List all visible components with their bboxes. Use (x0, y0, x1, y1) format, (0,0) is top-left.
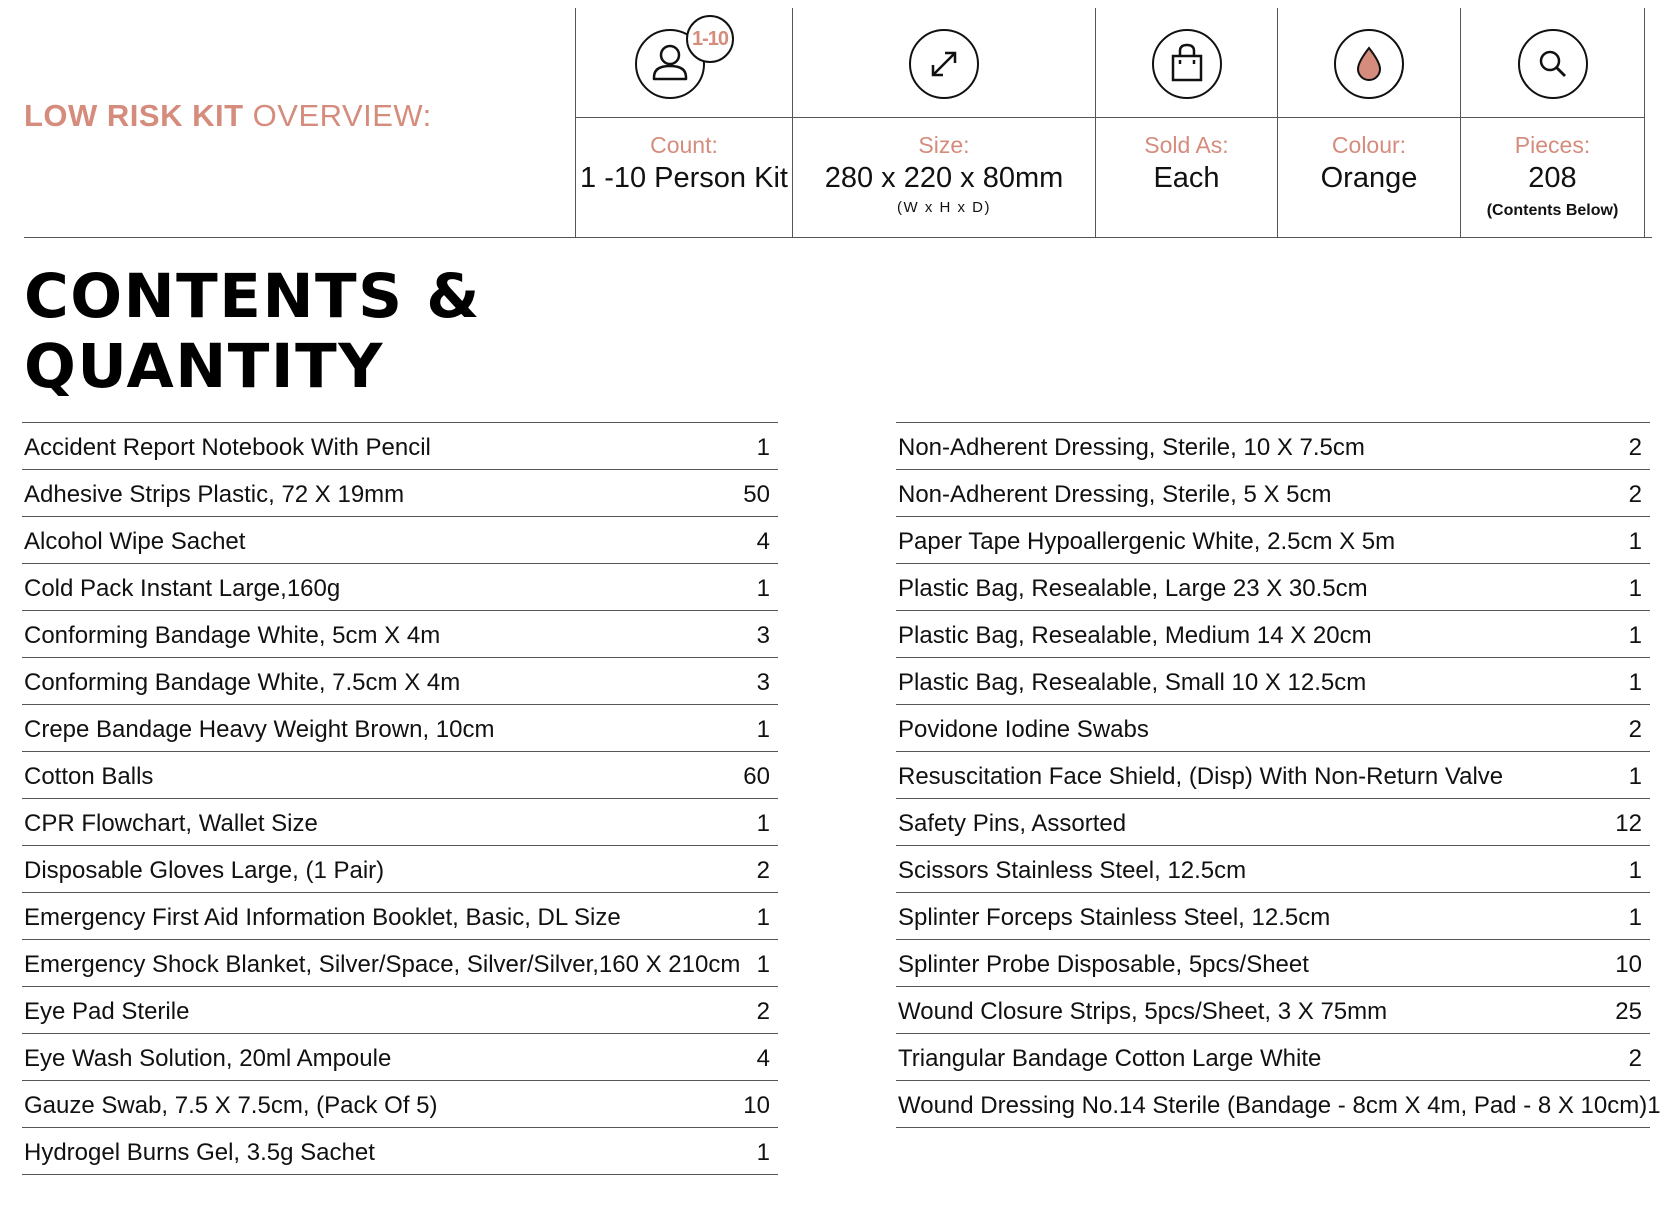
item-quantity: 1 (756, 809, 770, 837)
item-quantity: 3 (756, 668, 770, 696)
item-quantity: 1 (1628, 527, 1642, 555)
overview-title-rest: OVERVIEW: (243, 98, 432, 133)
list-item (896, 987, 1650, 1034)
overview-title (24, 98, 432, 134)
item-name: Conforming Bandage White, 5cm X 4m (24, 621, 441, 649)
spec-note: (Contents Below) (1486, 202, 1619, 219)
list-item (896, 1081, 1661, 1128)
list-item (22, 752, 778, 799)
list-item (22, 893, 778, 940)
item-quantity: 1 (1628, 856, 1642, 884)
spec-value: 280 x 220 x 80mm (824, 162, 1064, 194)
spec-label: Size: (918, 132, 970, 158)
item-name: Wound Dressing No.14 Sterile (Bandage - 8cm X 4m, Pad - 8 X 10cm) (898, 1091, 1648, 1119)
list-item (22, 846, 778, 893)
item-quantity: 1 (1647, 1091, 1661, 1119)
item-name: Disposable Gloves Large, (1 Pair) (24, 856, 385, 884)
list-item (896, 517, 1650, 564)
spec-size (792, 8, 1095, 237)
spec-note: (W x H x D) (897, 199, 991, 216)
list-item (22, 611, 778, 658)
item-name: Cold Pack Instant Large,160g (24, 574, 341, 602)
list-item (22, 658, 778, 705)
item-quantity: 1 (756, 1138, 770, 1166)
drop-icon (1334, 29, 1404, 99)
list-item (22, 705, 778, 752)
spec-label: Count: (650, 132, 718, 158)
item-name: Emergency First Aid Information Booklet, Basic, DL Size (24, 903, 621, 931)
item-name: Non-Adherent Dressing, Sterile, 5 X 5cm (898, 480, 1332, 508)
list-item (896, 470, 1650, 517)
item-name: Plastic Bag, Resealable, Large 23 X 30.5cm (898, 574, 1368, 602)
item-name: Paper Tape Hypoallergenic White, 2.5cm X 5m (898, 527, 1396, 555)
item-quantity: 4 (756, 1044, 770, 1072)
list-item (22, 987, 778, 1034)
list-item (896, 705, 1650, 752)
item-quantity: 2 (1628, 433, 1642, 461)
spec-label: Pieces: (1514, 132, 1591, 158)
list-item (896, 423, 1650, 470)
list-item (896, 611, 1650, 658)
item-name: Hydrogel Burns Gel, 3.5g Sachet (24, 1138, 375, 1166)
item-name: Triangular Bandage Cotton Large White (898, 1044, 1322, 1072)
list-item (896, 893, 1650, 940)
item-quantity: 1 (756, 903, 770, 931)
item-name: Wound Closure Strips, 5pcs/Sheet, 3 X 75mm (898, 997, 1388, 1025)
list-item (22, 564, 778, 611)
contents-heading-line2: QUANTITY (24, 331, 384, 402)
contents-list-left (22, 422, 778, 1175)
list-item (896, 1034, 1650, 1081)
item-name: Povidone Iodine Swabs (898, 715, 1149, 743)
item-name: Safety Pins, Assorted (898, 809, 1127, 837)
item-quantity: 1 (756, 574, 770, 602)
item-quantity: 1 (1628, 762, 1642, 790)
item-name: Gauze Swab, 7.5 X 7.5cm, (Pack Of 5) (24, 1091, 438, 1119)
item-quantity: 10 (743, 1091, 770, 1119)
list-item (22, 1034, 778, 1081)
item-quantity: 2 (1628, 480, 1642, 508)
item-name: Plastic Bag, Resealable, Small 10 X 12.5cm (898, 668, 1367, 696)
item-name: Crepe Bandage Heavy Weight Brown, 10cm (24, 715, 495, 743)
item-quantity: 2 (756, 856, 770, 884)
item-quantity: 2 (756, 997, 770, 1025)
item-quantity: 1 (1628, 668, 1642, 696)
list-item (22, 940, 778, 987)
item-quantity: 25 (1615, 997, 1642, 1025)
list-item (22, 1128, 778, 1175)
item-name: CPR Flowchart, Wallet Size (24, 809, 318, 837)
list-item (896, 846, 1650, 893)
item-quantity: 1 (756, 950, 770, 978)
item-name: Cotton Balls (24, 762, 154, 790)
item-quantity: 4 (756, 527, 770, 555)
item-name: Eye Pad Sterile (24, 997, 190, 1025)
overview-title-strong: LOW RISK KIT (24, 98, 244, 133)
list-item (22, 423, 778, 470)
contents-list-right (896, 422, 1661, 1128)
drop-shape (1358, 48, 1380, 80)
spec-value: Orange (1320, 162, 1418, 194)
item-quantity: 50 (743, 480, 770, 508)
resize-arrow-icon (909, 29, 979, 99)
list-item (896, 799, 1650, 846)
item-name: Resuscitation Face Shield, (Disp) With Non-Return Valve (898, 762, 1504, 790)
item-quantity: 2 (1628, 1044, 1642, 1072)
item-quantity: 3 (756, 621, 770, 649)
item-name: Alcohol Wipe Sachet (24, 527, 246, 555)
spec-pieces (1460, 8, 1645, 237)
item-quantity: 1 (756, 715, 770, 743)
item-quantity: 10 (1615, 950, 1642, 978)
spec-label: Colour: (1331, 132, 1407, 158)
item-quantity: 1 (1628, 621, 1642, 649)
contents-heading (24, 262, 481, 402)
spec-colour (1277, 8, 1460, 237)
spec-value: 208 (1528, 162, 1577, 194)
spec-count (575, 8, 792, 237)
list-item (896, 564, 1650, 611)
spec-value: Each (1153, 162, 1220, 194)
item-quantity: 60 (743, 762, 770, 790)
item-quantity: 1 (1628, 903, 1642, 931)
search-icon (1518, 29, 1588, 99)
item-name: Splinter Probe Disposable, 5pcs/Sheet (898, 950, 1309, 978)
shopping-bag-icon (1152, 29, 1222, 99)
spec-value: 1 -10 Person Kit (580, 162, 788, 194)
list-item (22, 517, 778, 564)
overview-divider (24, 237, 1652, 238)
item-name: Plastic Bag, Resealable, Medium 14 X 20cm (898, 621, 1372, 649)
item-quantity: 12 (1615, 809, 1642, 837)
spec-label: Sold As: (1144, 132, 1229, 158)
list-item (896, 940, 1650, 987)
item-name: Accident Report Notebook With Pencil (24, 433, 431, 461)
list-item (22, 470, 778, 517)
list-item (22, 1081, 778, 1128)
item-quantity: 1 (756, 433, 770, 461)
count-badge: 1-10 (686, 15, 734, 63)
item-name: Emergency Shock Blanket, Silver/Space, Silver/Silver,160 X 210cm (24, 950, 741, 978)
spec-table (575, 8, 1645, 237)
item-name: Scissors Stainless Steel, 12.5cm (898, 856, 1247, 884)
item-name: Adhesive Strips Plastic, 72 X 19mm (24, 480, 405, 508)
item-name: Conforming Bandage White, 7.5cm X 4m (24, 668, 461, 696)
item-name: Splinter Forceps Stainless Steel, 12.5cm (898, 903, 1331, 931)
list-item (22, 799, 778, 846)
item-quantity: 2 (1628, 715, 1642, 743)
item-quantity: 1 (1628, 574, 1642, 602)
item-name: Non-Adherent Dressing, Sterile, 10 X 7.5cm (898, 433, 1365, 461)
list-item (896, 752, 1650, 799)
spec-sold-as (1095, 8, 1277, 237)
item-name: Eye Wash Solution, 20ml Ampoule (24, 1044, 392, 1072)
list-item (896, 658, 1650, 705)
contents-heading-line1: CONTENTS & (24, 261, 481, 332)
